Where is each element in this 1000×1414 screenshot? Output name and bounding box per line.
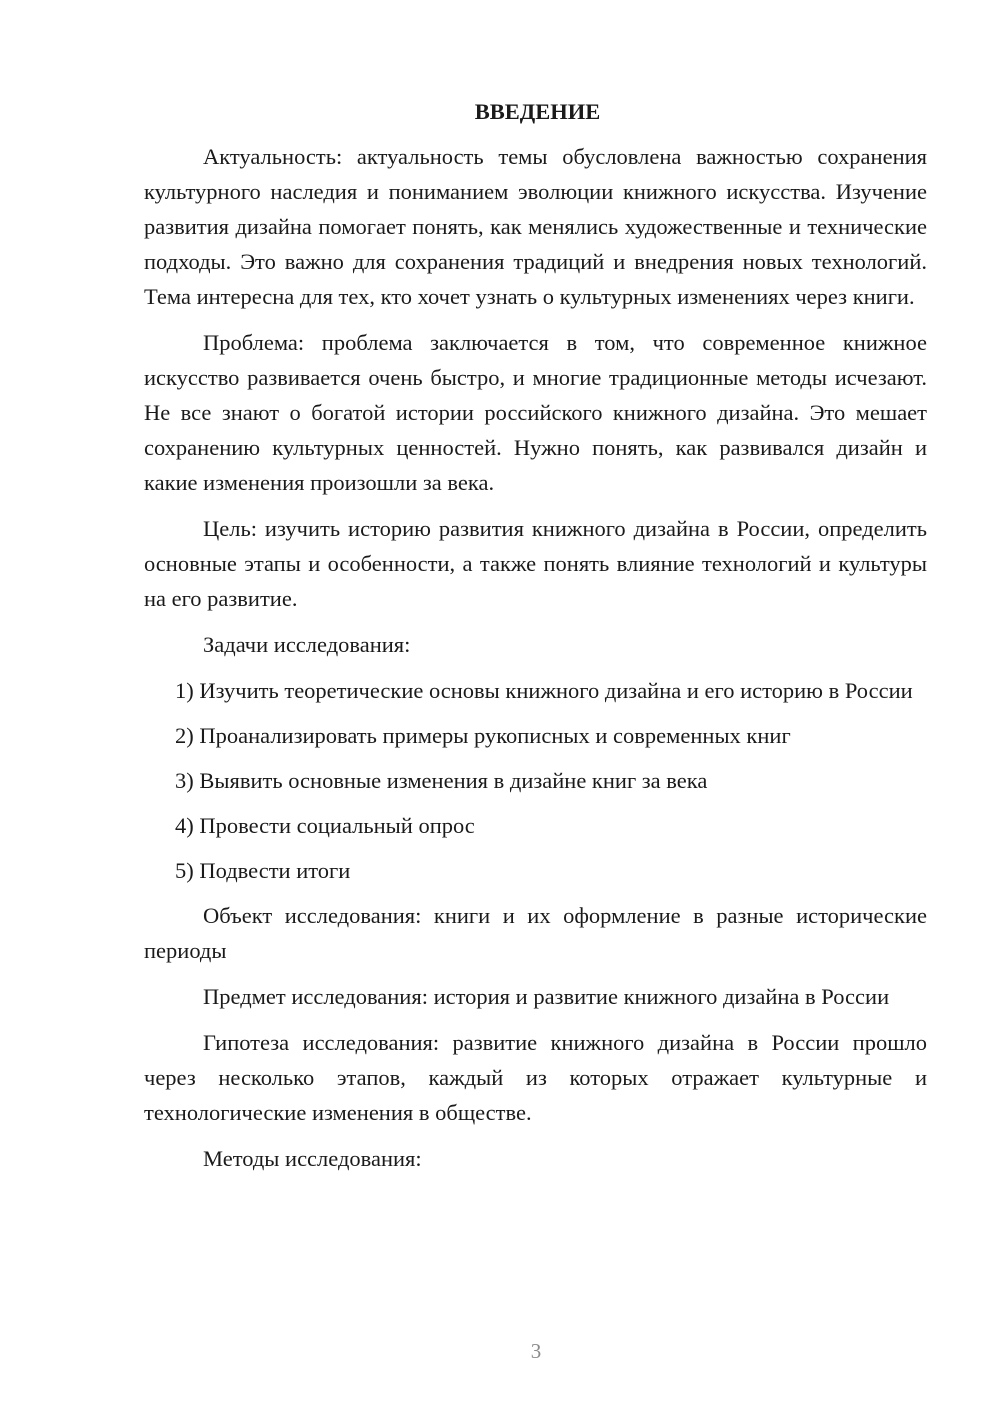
task-item: 2) Проанализировать примеры рукописных и современных книг	[175, 723, 791, 748]
page-title: ВВЕДЕНИЕ	[474, 99, 601, 124]
subject-paragraph: Предмет исследования: история и развитие книжного дизайна в России	[203, 984, 890, 1009]
page-content	[144, 94, 927, 1187]
tasks-heading: Задачи исследования:	[203, 632, 411, 657]
methods-heading: Методы исследования:	[203, 1146, 422, 1171]
problem-paragraph: Проблема: проблема заключается в том, что современное книжное искусство развивается очень быстро, и многие традиционные методы исчезают. Не все знают о богатой истории российского книжного дизайна. Это мешает сохранению культурных ценностей. Нужно понять, как развивался дизайн и какие изменения произошли за века.	[144, 330, 927, 495]
relevance-paragraph: Актуальность: актуальность темы обусловлена важностью сохранения культурного наследия и пониманием эволюции книжного искусства. Изучение развития дизайна помогает понять, как менялись художественные и технические подходы. Это важно для сохранения традиций и внедрения новых технологий. Тема интересна для тех, кто хочет узнать о культурных изменениях через книги.	[144, 144, 927, 309]
goal-paragraph: Цель: изучить историю развития книжного дизайна в России, определить основные этапы и особенности, а также понять влияние технологий и культуры на его развитие.	[144, 516, 927, 611]
task-item: 5) Подвести итоги	[175, 858, 351, 883]
task-item: 4) Провести социальный опрос	[175, 813, 475, 838]
hypothesis-paragraph: Гипотеза исследования: развитие книжного дизайна в России прошло через несколько этапов, каждый из которых отражает культурные и технологические изменения в обществе.	[144, 1030, 927, 1125]
object-paragraph: Объект исследования: книги и их оформление в разные исторические периоды	[144, 903, 927, 963]
task-item: 3) Выявить основные изменения в дизайне книг за века	[175, 768, 708, 793]
task-item: 1) Изучить теоретические основы книжного дизайна и его историю в России	[175, 678, 913, 703]
page-number: 3	[530, 1339, 542, 1363]
